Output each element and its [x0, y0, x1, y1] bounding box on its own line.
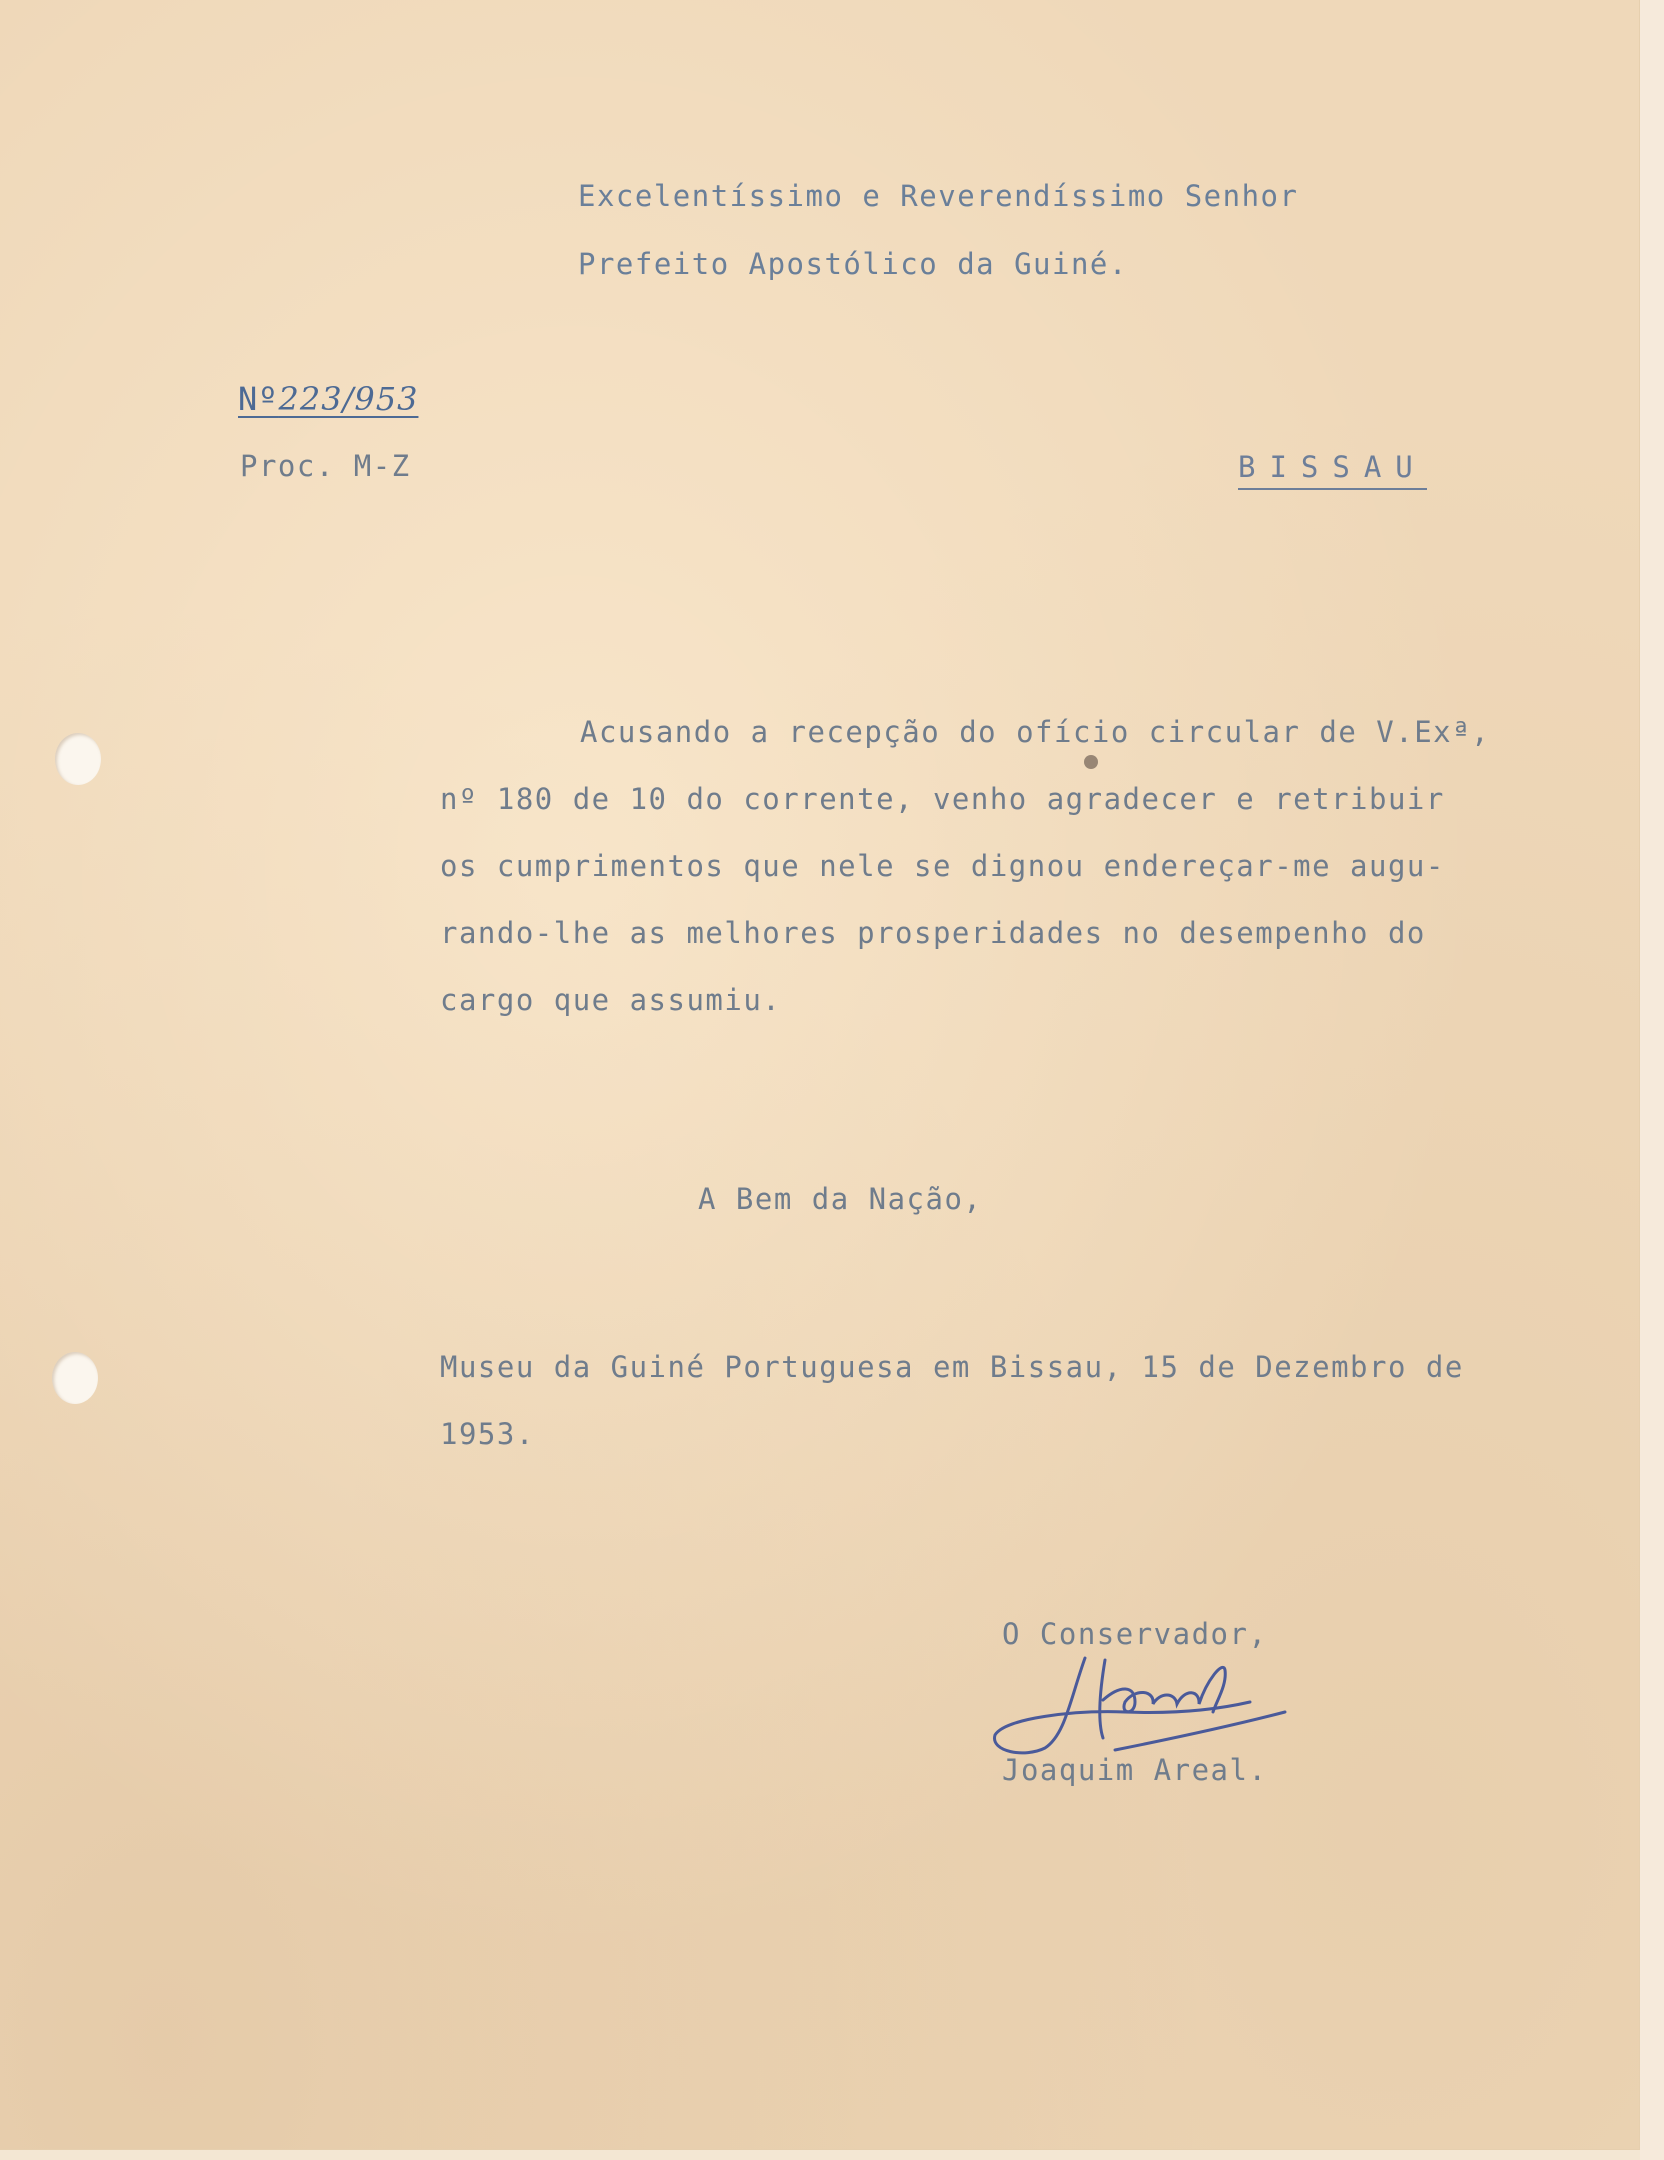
- signoff-name: Joaquim Areal.: [1002, 1753, 1268, 1787]
- addressee-line-1: Excelentíssimo e Reverendíssimo Senhor: [578, 179, 1299, 213]
- salutation: A Bem da Nação,: [698, 1182, 983, 1216]
- signoff-title: O Conservador,: [1002, 1617, 1268, 1651]
- body-line-3: os cumprimentos que nele se dignou endereçar-me augu-: [440, 849, 1445, 883]
- punch-hole-lower: [52, 1352, 98, 1404]
- city-heading: BISSAU: [1238, 450, 1427, 490]
- body-line-5: cargo que assumiu.: [440, 983, 782, 1017]
- body-line-4: rando-lhe as melhores prosperidades no desempenho do: [440, 916, 1426, 950]
- addressee-line-2: Prefeito Apostólico da Guiné.: [578, 247, 1128, 281]
- body-line-2: nº 180 de 10 do corrente, venho agradecer e retribuir: [440, 782, 1445, 816]
- place-date-line-1: Museu da Guiné Portuguesa em Bissau, 15 de Dezembro de: [440, 1350, 1464, 1384]
- handwritten-signature: [985, 1640, 1305, 1770]
- place-date-line-2: 1953.: [440, 1417, 535, 1451]
- reference-prefix: Nº: [238, 380, 279, 418]
- letter-body: [440, 715, 1491, 1053]
- reference-handwritten-number: 223/953: [278, 380, 419, 418]
- page-edge: [1640, 0, 1664, 2160]
- ink-blot: [1084, 755, 1098, 769]
- body-line-1: Acusando a recepção do ofício circular de V.Exª,: [580, 715, 1491, 749]
- punch-hole-upper: [55, 733, 101, 785]
- process-code: Proc. M-Z: [240, 449, 411, 483]
- reference-number: [238, 380, 418, 418]
